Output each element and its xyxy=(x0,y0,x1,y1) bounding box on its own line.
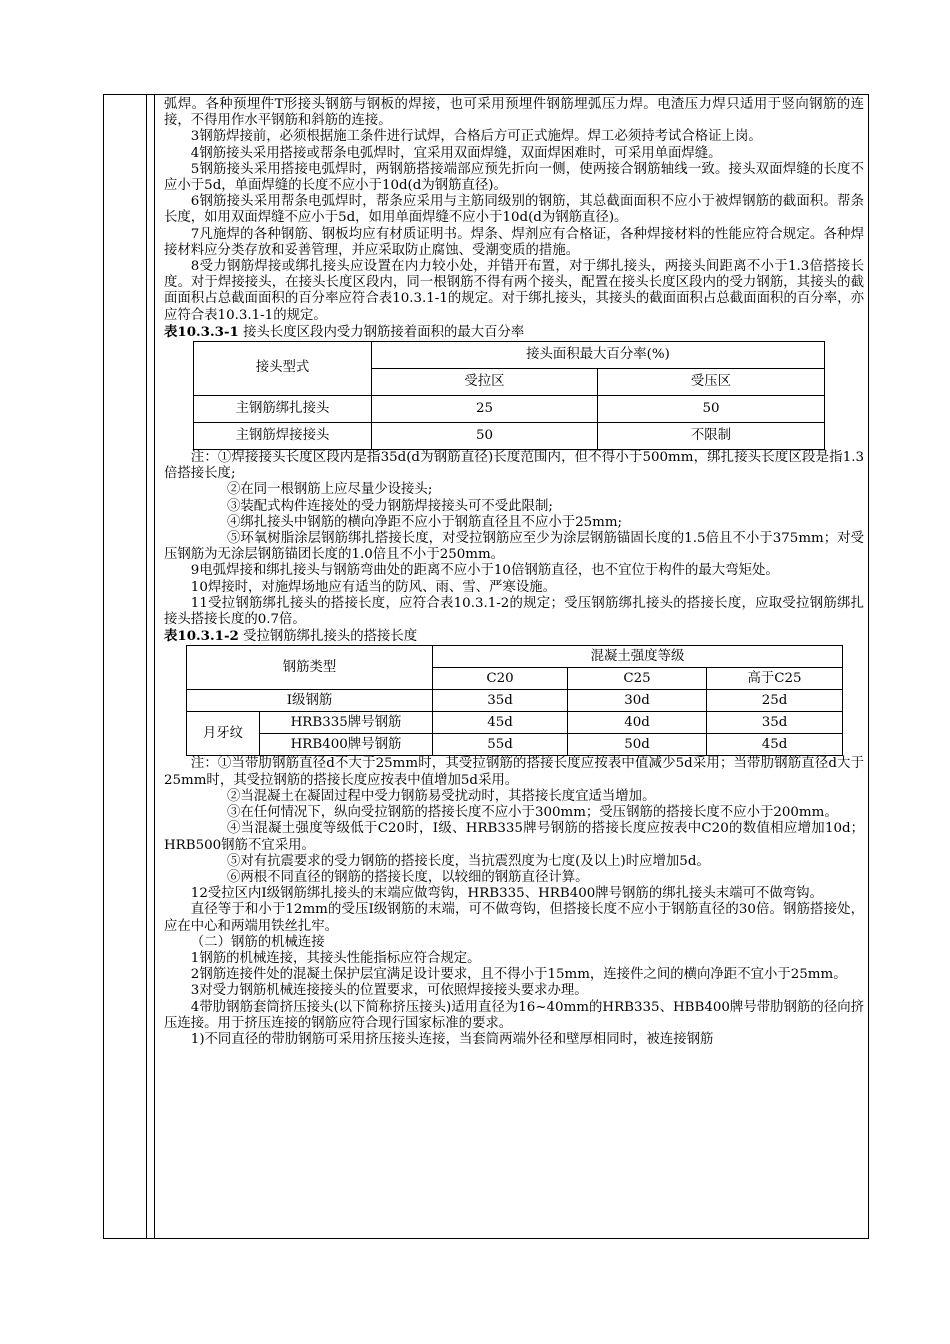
table2-cell: 月牙纹 xyxy=(187,712,260,756)
page-frame xyxy=(103,94,869,1239)
table2-cell: 35d xyxy=(707,712,843,734)
paragraph: 9电弧焊接和绑扎接头与钢筋弯曲处的距离不应小于10倍钢筋直径，也不宜位于构件的最大弯矩处。 xyxy=(190,563,779,579)
table2-cell: 35d xyxy=(433,690,568,712)
table1-header-compression: 受压区 xyxy=(598,369,825,396)
table1-cell: 25 xyxy=(372,396,598,423)
content-area xyxy=(164,97,864,1048)
paragraph: 直径等于和小于12mm的受压Ⅰ级钢筋的末端，可不做弯钩，但搭接长度不应小于钢筋直径的30倍。钢筋搭接处，应在中心和两端用铁丝扎牢。 xyxy=(164,902,864,934)
section-heading: （二）钢筋的机械连接 xyxy=(190,934,325,950)
lap-length-table xyxy=(186,645,843,756)
splice-percentage-table xyxy=(193,341,825,450)
paragraph: 4钢筋接头采用搭接或帮条电弧焊时，宜采用双面焊缝，双面焊困难时，可采用单面焊缝。 xyxy=(190,145,722,161)
table1-caption xyxy=(164,324,864,341)
left-margin-column xyxy=(104,95,155,1238)
paragraph: 12受拉区内Ⅰ级钢筋绑扎接头的末端应做弯钩，HRB335、HRB400牌号钢筋的绑扎接头末端可不做弯钩。 xyxy=(190,886,823,902)
paragraph: 3对受力钢筋机械连接接头的位置要求，可依照焊接接头要求办理。 xyxy=(190,983,588,999)
table2-caption-text: 受拉钢筋绑扎接头的搭接长度 xyxy=(243,629,418,645)
paragraph: 7凡施焊的各种钢筋、钢板均应有材质证明书。焊条、焊剂应有合格证，各种焊接材料的性能应符合规定。各种焊接材料应分类存放和妥善管理，并应采取防止腐蚀、受潮变质的措施。 xyxy=(164,226,864,258)
table1-caption-number: 表10.3.3-1 xyxy=(164,323,239,340)
left-label-column xyxy=(104,95,147,1238)
table-row xyxy=(194,396,825,423)
table2-cell: 25d xyxy=(707,690,843,712)
table2-grade: 高于C25 xyxy=(707,668,843,690)
table2-cell: 50d xyxy=(568,734,707,756)
table2-note: ⑥两根不同直径的钢筋的搭接长度，以较细的钢筋直径计算。 xyxy=(226,869,589,885)
table1-cell: 不限制 xyxy=(598,423,825,450)
table1-header-tension: 受拉区 xyxy=(372,369,598,396)
table2-grade: C20 xyxy=(433,668,568,690)
table2-cell: Ⅰ级钢筋 xyxy=(187,690,433,712)
table1-header-group: 接头面积最大百分率(%) xyxy=(372,342,825,369)
paragraph: 6钢筋接头采用帮条电弧焊时，帮条应采用与主筋同级别的钢筋，其总截面面积不应小于被焊钢筋的截面积。帮条长度，如用双面焊缝不应小于5d，如用单面焊缝不应小于10d(d为钢筋直径)。 xyxy=(164,194,864,226)
table2-header-group: 混凝土强度等级 xyxy=(433,646,843,668)
table2-note: ③在任何情况下，纵向受拉钢筋的搭接长度不应小于300mm；受压钢筋的搭接长度不应小于200mm。 xyxy=(226,805,838,821)
table2-note: ②当混凝土在凝固过程中受力钢筋易受扰动时，其搭接长度宜适当增加。 xyxy=(226,788,656,804)
table1-note: ③装配式构件连接处的受力钢筋焊接接头可不受此限制; xyxy=(226,498,553,514)
paragraph: 1钢筋的机械连接，其接头性能指标应符合规定。 xyxy=(190,950,481,966)
table2-cell: 40d xyxy=(568,712,707,734)
table1-cell: 50 xyxy=(372,423,598,450)
paragraph: 10焊接时，对施焊场地应有适当的防风、雨、雪、严寒设施。 xyxy=(190,579,556,595)
paragraph: 4带肋钢筋套筒挤压接头(以下简称挤压接头)适用直径为16~40mm的HRB335、HBB400牌号带肋钢筋的径向挤压连接。用于挤压连接的钢筋应符合现行国家标准的要求。 xyxy=(164,999,864,1031)
table1-cell: 50 xyxy=(598,396,825,423)
table2-caption-number: 表10.3.1-2 xyxy=(164,628,239,645)
paragraph: 8受力钢筋焊接或绑扎接头应设置在内力较小处，并错开布置，对于绑扎接头，两接头间距离不小于1.3倍搭接长度。对于焊接接头，在接头长度区段内，同一根钢筋不得有两个接头，配置在接头长度区段内的受力钢筋，其接头的截面面积占总截面面积的百分率应符合表10.3.1-1的规定。对于绑扎接头，其接头的截面面积占总截面面积的百分率，亦应符合表10.3.1-1的规定。 xyxy=(164,259,864,323)
table2-cell: 55d xyxy=(433,734,568,756)
paragraph: 弧焊。各种预埋件T形接头钢筋与钢板的焊接，也可采用预埋件钢筋埋弧压力焊。电渣压力焊只适用于竖向钢筋的连接，不得用作水平钢筋和斜筋的连接。 xyxy=(164,97,864,129)
table1-note: 注：①焊接接头长度区段内是指35d(d为钢筋直径)长度范围内，但不得小于500mm，绑扎接头长度区段是指1.3倍搭接长度; xyxy=(164,450,864,482)
table-row xyxy=(187,690,843,712)
table2-note: 注：①当带肋钢筋直径d不大于25mm时，其受拉钢筋的搭接长度应按表中值减少5d采用；当带肋钢筋直径d大于25mm时，其受拉钢筋的搭接长度应按表中值增加5d采用。 xyxy=(164,756,864,788)
table1-caption-text: 接头长度区段内受力钢筋接着面积的最大百分率 xyxy=(243,324,525,340)
paragraph: 3钢筋焊接前，必须根据施工条件进行试焊，合格后方可正式施焊。焊工必须持考试合格证上岗。 xyxy=(190,129,762,145)
table2-cell: 45d xyxy=(707,734,843,756)
table2-note: ④当混凝土强度等级低于C20时，Ⅰ级、HRB335牌号钢筋的搭接长度应按表中C20的数值相应增加10d；HRB500钢筋不宜采用。 xyxy=(164,821,864,853)
table1-cell: 主钢筋绑扎接头 xyxy=(194,396,372,423)
table2-header-type: 钢筋类型 xyxy=(187,646,433,690)
paragraph: 1)不同直径的带肋钢筋可采用挤压接头连接，当套筒两端外径和壁厚相同时，被连接钢筋 xyxy=(190,1031,714,1047)
table-row xyxy=(194,423,825,450)
table1-note: ④绑扎接头中钢筋的横向净距不应小于钢筋直径且不应小于25mm; xyxy=(226,514,623,530)
table2-cell: 45d xyxy=(433,712,568,734)
table2-cell: 30d xyxy=(568,690,707,712)
table2-caption xyxy=(164,628,864,645)
paragraph: 5钢筋接头采用搭接电弧焊时，两钢筋搭接端部应预先折向一侧，使两接合钢筋轴线一致。接头双面焊缝的长度不应小于5d，单面焊缝的长度不应小于10d(d为钢筋直径)。 xyxy=(164,161,864,194)
table1-note: ⑤环氧树脂涂层钢筋绑扎搭接长度，对受拉钢筋应至少为涂层钢筋锚固长度的1.5倍且不小于375mm；对受压钢筋为无涂层钢筋锚团长度的1.0倍且不小于250mm。 xyxy=(164,531,864,563)
table2-grade: C25 xyxy=(568,668,707,690)
table1-note: ②在同一根钢筋上应尽量少设接头; xyxy=(226,482,433,498)
table-row xyxy=(187,734,843,756)
table1-cell: 主钢筋焊接接头 xyxy=(194,423,372,450)
table2-cell: HRB335牌号钢筋 xyxy=(260,712,433,734)
table2-note: ⑤对有抗震要求的受力钢筋的搭接长度，当抗震烈度为七度(及以上)时应增加5d。 xyxy=(226,853,710,869)
table2-cell: HRB400牌号钢筋 xyxy=(260,734,433,756)
table-row xyxy=(187,712,843,734)
paragraph: 2钢筋连接件处的混凝土保护层宜满足设计要求，且不得小于15mm，连接件之间的横向净距不宜小于25mm。 xyxy=(190,967,847,983)
paragraph: 11受拉钢筋绑扎接头的搭接长度，应符合表10.3.1-2的规定；受压钢筋绑扎接头的搭接长度，应取受拉钢筋绑扎接头搭接长度的0.7倍。 xyxy=(164,595,864,628)
table1-header-type: 接头型式 xyxy=(194,342,372,396)
